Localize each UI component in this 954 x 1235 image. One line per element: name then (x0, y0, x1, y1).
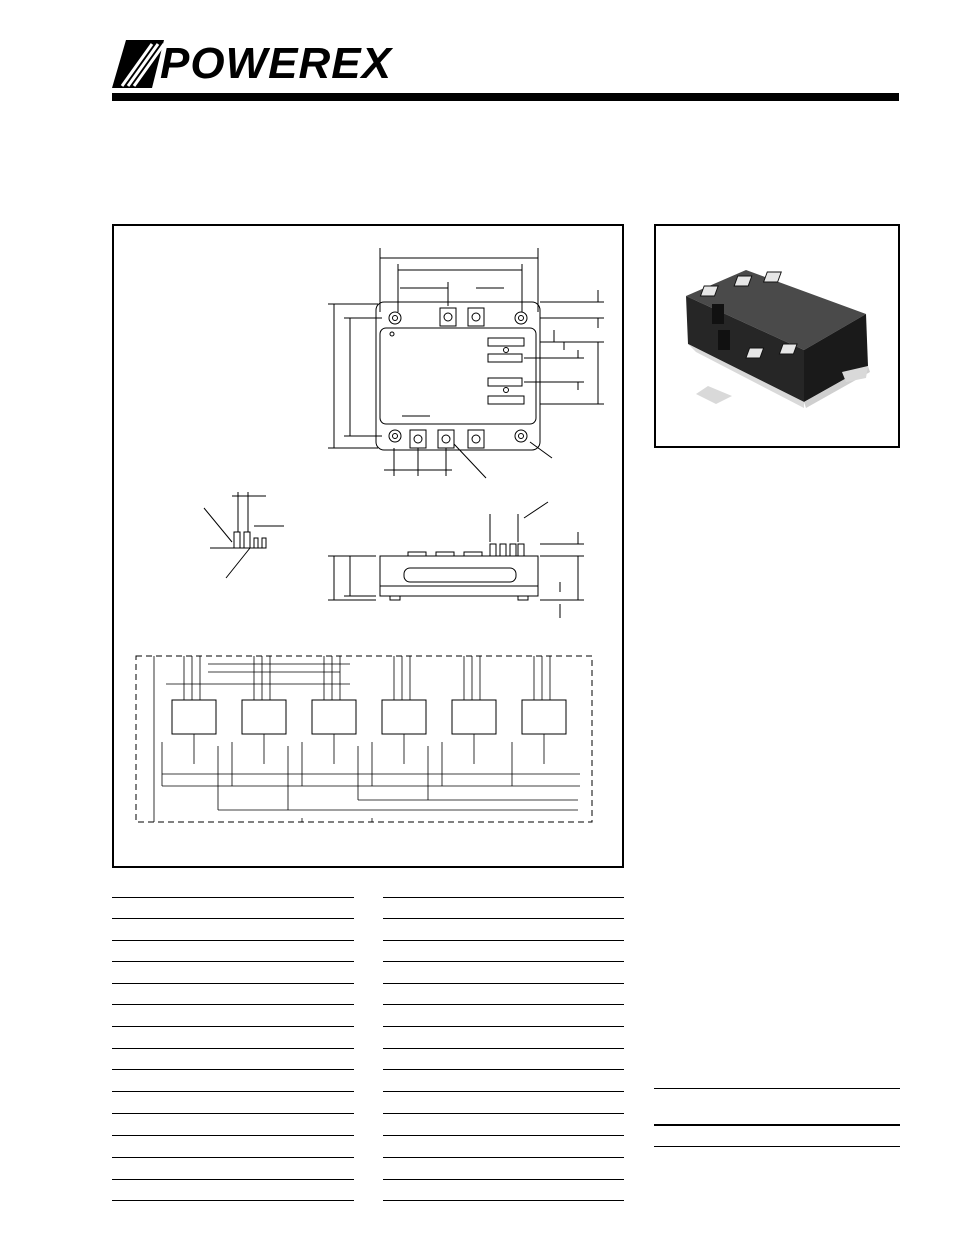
section-rule (654, 1088, 900, 1089)
table-rule (383, 918, 624, 919)
outline-drawing-panel (112, 224, 624, 868)
section-rule (654, 1146, 900, 1147)
outline-drawing (114, 226, 622, 866)
table-rule (112, 897, 354, 898)
table-rule (112, 1069, 354, 1070)
table-rule (112, 1091, 354, 1092)
table-rule (383, 961, 624, 962)
table-rule (112, 1048, 354, 1049)
table-rule (112, 983, 354, 984)
table-rule (383, 1069, 624, 1070)
table-rule (112, 1179, 354, 1180)
table-rule (383, 1157, 624, 1158)
module-top-view (376, 302, 540, 450)
table-rule (112, 940, 354, 941)
table-rule (383, 1135, 624, 1136)
table-rule (383, 1179, 624, 1180)
table-rule (112, 1200, 354, 1201)
logo-wordmark: POWEREX (160, 39, 392, 88)
table-rule (112, 1135, 354, 1136)
table-rule (383, 1026, 624, 1027)
table-rule (112, 961, 354, 962)
table-rule (112, 1026, 354, 1027)
circuit-schematic (136, 656, 592, 822)
table-rule (112, 1004, 354, 1005)
table-rule (112, 1113, 354, 1114)
table-rule (383, 983, 624, 984)
table-rule (383, 1091, 624, 1092)
table-rule (383, 1200, 624, 1201)
table-rule (383, 1004, 624, 1005)
table-rule (112, 918, 354, 919)
table-rule (383, 1048, 624, 1049)
table-rule (112, 1157, 354, 1158)
table-rule (383, 897, 624, 898)
table-rule (383, 940, 624, 941)
module-photo-image (656, 226, 898, 446)
header-rule (112, 93, 899, 101)
mounting-hole-icon (389, 312, 401, 324)
section-rule (654, 1124, 900, 1126)
table-rule (383, 1113, 624, 1114)
powerex-logo (112, 39, 392, 88)
product-photo-panel (654, 224, 900, 448)
